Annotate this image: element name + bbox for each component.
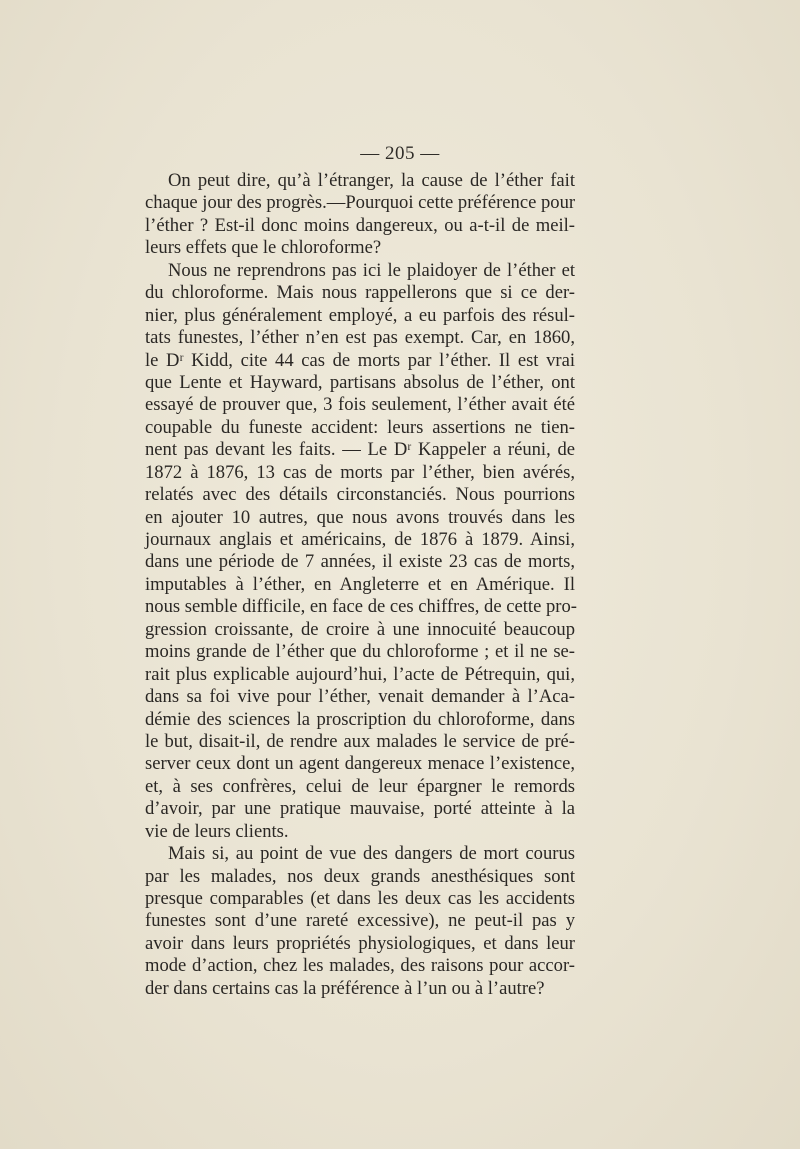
paragraph-3 bbox=[145, 843, 575, 1000]
text-line: que Lente et Hayward, partisans absolus de l’éther, ont bbox=[145, 371, 575, 393]
text-line: tats funestes, l’éther n’en est pas exempt. Car, en 1860, bbox=[145, 327, 575, 349]
text-line: nier, plus généralement employé, a eu parfois des résul- bbox=[145, 304, 575, 326]
text-line: en ajouter 10 autres, que nous avons trouvés dans les bbox=[145, 506, 575, 528]
text-line: nous semble difficile, en face de ces chiffres, de cette pro- bbox=[145, 596, 577, 618]
paragraph-1 bbox=[145, 170, 575, 260]
text-line: et, à ses confrères, celui de leur épargner le remords bbox=[145, 775, 575, 797]
text-line: nent pas devant les faits. — Le Dʳ Kappeler a réuni, de bbox=[145, 439, 575, 461]
text-line: essayé de prouver que, 3 fois seulement, l’éther avait été bbox=[145, 394, 575, 416]
text-line: presque comparables (et dans les deux cas les accidents bbox=[145, 888, 575, 909]
text-line: mode d’action, chez les malades, des raisons pour accor- bbox=[145, 955, 575, 977]
text-line: gression croissante, de croire à une innocuité beaucoup bbox=[145, 618, 575, 640]
text-line: funestes sont d’une rareté excessive), ne peut-il pas y bbox=[145, 910, 575, 932]
text-line: server ceux dont un agent dangereux menace l’existence, bbox=[145, 753, 575, 775]
text-line: relatés avec des détails circonstanciés. Nous pourrions bbox=[145, 484, 575, 506]
text-line: imputables à l’éther, en Angleterre et en Amérique. Il bbox=[145, 573, 575, 595]
text-line: du chloroforme. Mais nous rappellerons que si ce der- bbox=[145, 282, 575, 304]
body-text bbox=[145, 170, 575, 1000]
text-line: On peut dire, qu’à l’étranger, la cause de l’éther fait bbox=[168, 170, 575, 191]
text-line: leurs effets que le chloroforme? bbox=[145, 237, 382, 259]
page-number: — 205 — bbox=[360, 143, 440, 164]
text-line: le Dʳ Kidd, cite 44 cas de morts par l’éther. Il est vrai bbox=[145, 349, 575, 371]
text-line: par les malades, nos deux grands anesthésiques sont bbox=[145, 865, 575, 887]
text-line: d’avoir, par une pratique mauvaise, porté atteinte à la bbox=[145, 798, 575, 820]
text-line: moins grande de l’éther que du chloroforme ; et il ne se- bbox=[145, 641, 575, 663]
text-line: journaux anglais et américains, de 1876 à 1879. Ainsi, bbox=[145, 529, 575, 550]
text-line: Mais si, au point de vue des dangers de mort courus bbox=[168, 843, 575, 865]
text-line: chaque jour des progrès.—Pourquoi cette préférence pour bbox=[145, 192, 576, 214]
text-line: le but, disait-il, de rendre aux malades le service de pré- bbox=[145, 730, 575, 752]
text-line: démie des sciences la proscription du chloroforme, dans bbox=[145, 708, 575, 730]
text-line: coupable du funeste accident: leurs assertions ne tien- bbox=[145, 416, 575, 438]
text-line: Nous ne reprendrons pas ici le plaidoyer de l’éther et bbox=[168, 259, 575, 281]
text-line: vie de leurs clients. bbox=[145, 820, 289, 842]
text-line: dans une période de 7 années, il existe 23 cas de morts, bbox=[145, 551, 575, 573]
text-line: 1872 à 1876, 13 cas de morts par l’éther, bien avérés, bbox=[145, 461, 575, 483]
paragraph-2 bbox=[145, 260, 575, 843]
text-line: der dans certains cas la préférence à l’un ou à l’autre? bbox=[145, 977, 545, 999]
text-line: l’éther ? Est-il donc moins dangereux, ou a-t-il de meil- bbox=[145, 214, 575, 236]
text-line: rait plus explicable aujourd’hui, l’acte de Pétrequin, qui, bbox=[145, 663, 575, 685]
text-line: avoir dans leurs propriétés physiologiques, et dans leur bbox=[145, 932, 575, 954]
text-line: dans sa foi vive pour l’éther, venait demander à l’Aca- bbox=[145, 686, 575, 708]
